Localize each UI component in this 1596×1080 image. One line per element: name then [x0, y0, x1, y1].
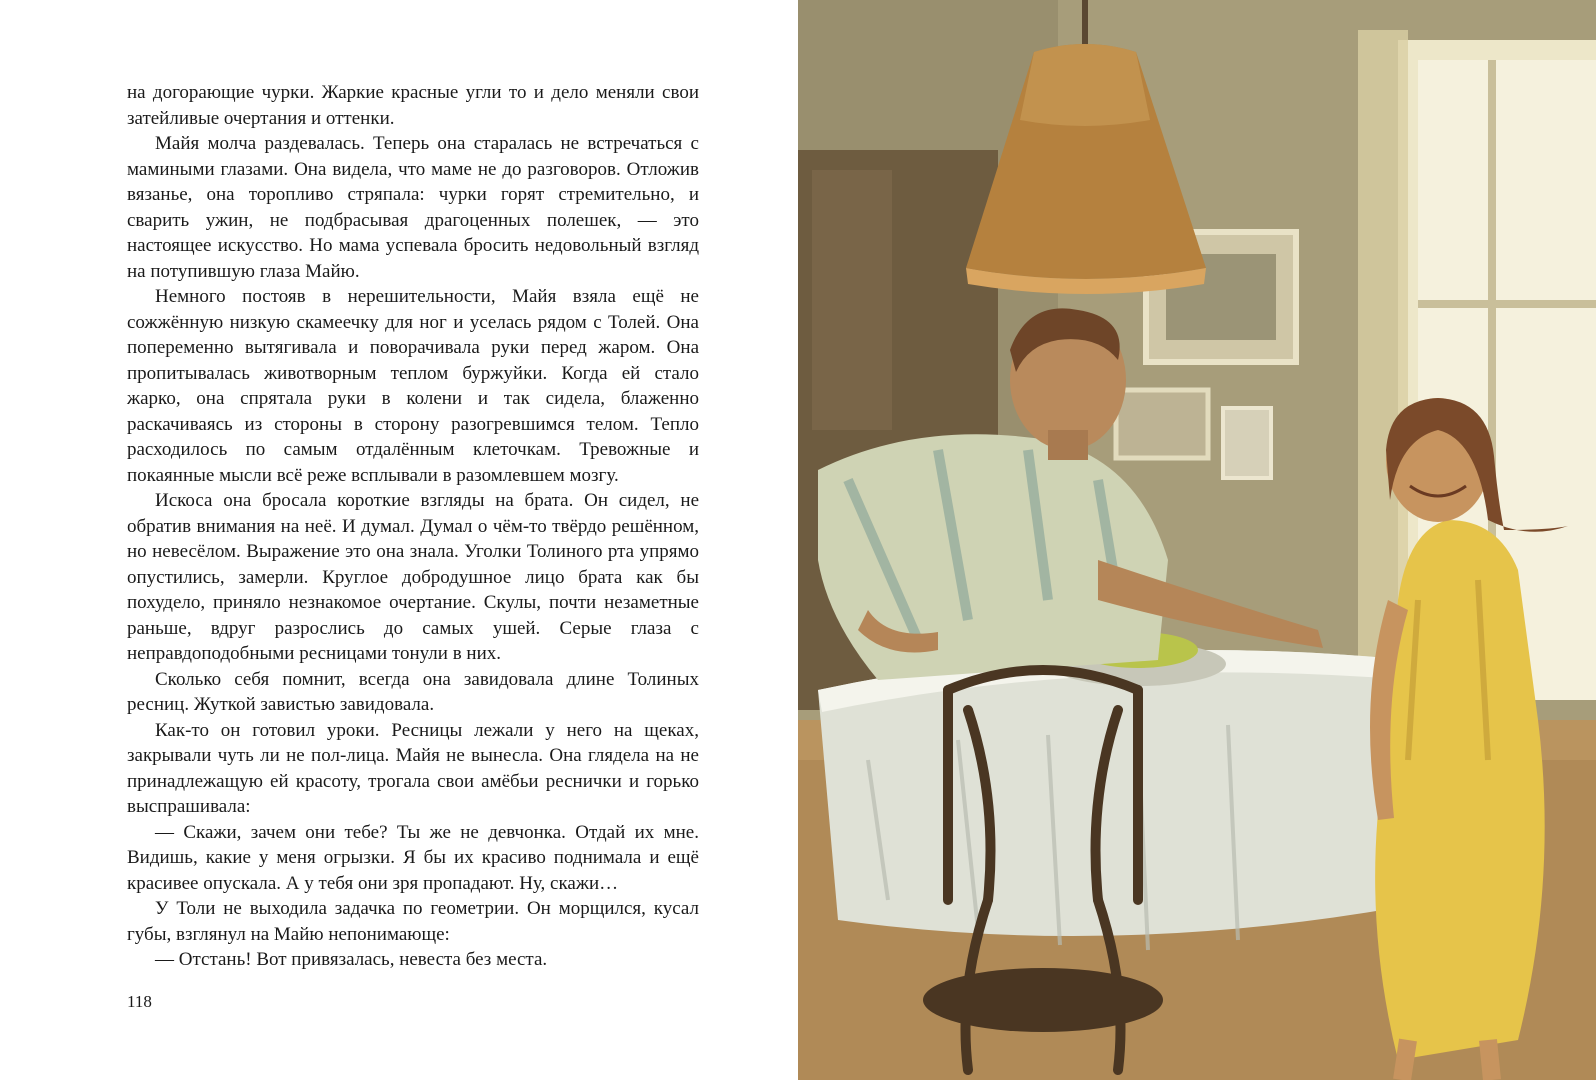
- picture-frame: [1223, 408, 1271, 478]
- paragraph: Искоса она бросала короткие взгляды на брата. Он сидел, не обратив внимания на неё. И думал. Думал о чём-то твёрдо решённом, но невесёлом. Выражение это она знала. Уголки Толиного рта упрямо опустились, замерли. Круглое добродушное лицо брата как бы похудело, приняло незнакомое очертание. Скулы, почти незаметные раньше, вдруг разрослись до самых ушей. Серые глаза с неправдоподобными ресницами тонули в них.: [127, 490, 699, 664]
- paragraph: — Скажи, зачем они тебе? Ты же не девчонка. Отдай их мне. Видишь, какие у меня огрызки. Я бы их красиво поднимала и ещё красивее опускала. А у тебя они зря пропадают. Ну, скажи…: [127, 821, 699, 894]
- paragraph: Немного постояв в нерешительности, Майя взяла ещё не сожжённую низкую скамеечку для ног и уселась рядом с Толей. Она попеременно вытягивала и поворачивала руки перед жаром. Она пропитывалась животворным теплом буржуйки. Когда ей стало жарко, она спрятала руки в колени и так сидела, блаженно раскачиваясь из стороны в сторону разогревшимся телом. Тепло расходилось по самым отдалённым клеточкам. Тревожные и покаянные мысли всё реже всплывали в разомлевшем мозгу.: [127, 286, 699, 486]
- paragraph: Как-то он готовил уроки. Ресницы лежали у него на щеках, закрывали чуть ли не пол-лица. Майя не вынесла. Она глядела на не принадлежащую ей красоту, трогала свои амёбьи реснички и горько выспрашивала:: [127, 719, 699, 817]
- illustration-painting: [798, 0, 1596, 1080]
- body-text: [127, 80, 699, 973]
- paragraph: Майя молча раздевалась. Теперь она старалась не встречаться с мамиными глазами. Она видела, что маме не до разговоров. Отложив вязанье, она торопливо стряпала: чурки горят стремительно, и сварить ужин, не подбрасывая драгоценных полешек, — это настоящее искусство. Но мама успевала бросить недовольный взгляд на потупившую глаза Майю.: [127, 133, 699, 282]
- chair-seat: [923, 968, 1163, 1032]
- page-number: 118: [127, 992, 152, 1011]
- lamp-cord: [1082, 0, 1088, 50]
- picture-frame: [1116, 390, 1208, 458]
- paragraph: на догорающие чурки. Жаркие красные угли то и дело меняли свои затейливые очертания и оттенки.: [127, 82, 699, 129]
- paragraph: Сколько себя помнит, всегда она завидовала длине Толиных ресниц. Жуткой завистью завидовала.: [127, 668, 699, 715]
- paragraph: — Отстань! Вот привязалась, невеста без места.: [155, 949, 548, 970]
- illustration: [798, 0, 1596, 1080]
- paragraph: У Толи не выходила задачка по геометрии. Он морщился, кусал губы, взглянул на Майю непонимающе:: [127, 898, 699, 945]
